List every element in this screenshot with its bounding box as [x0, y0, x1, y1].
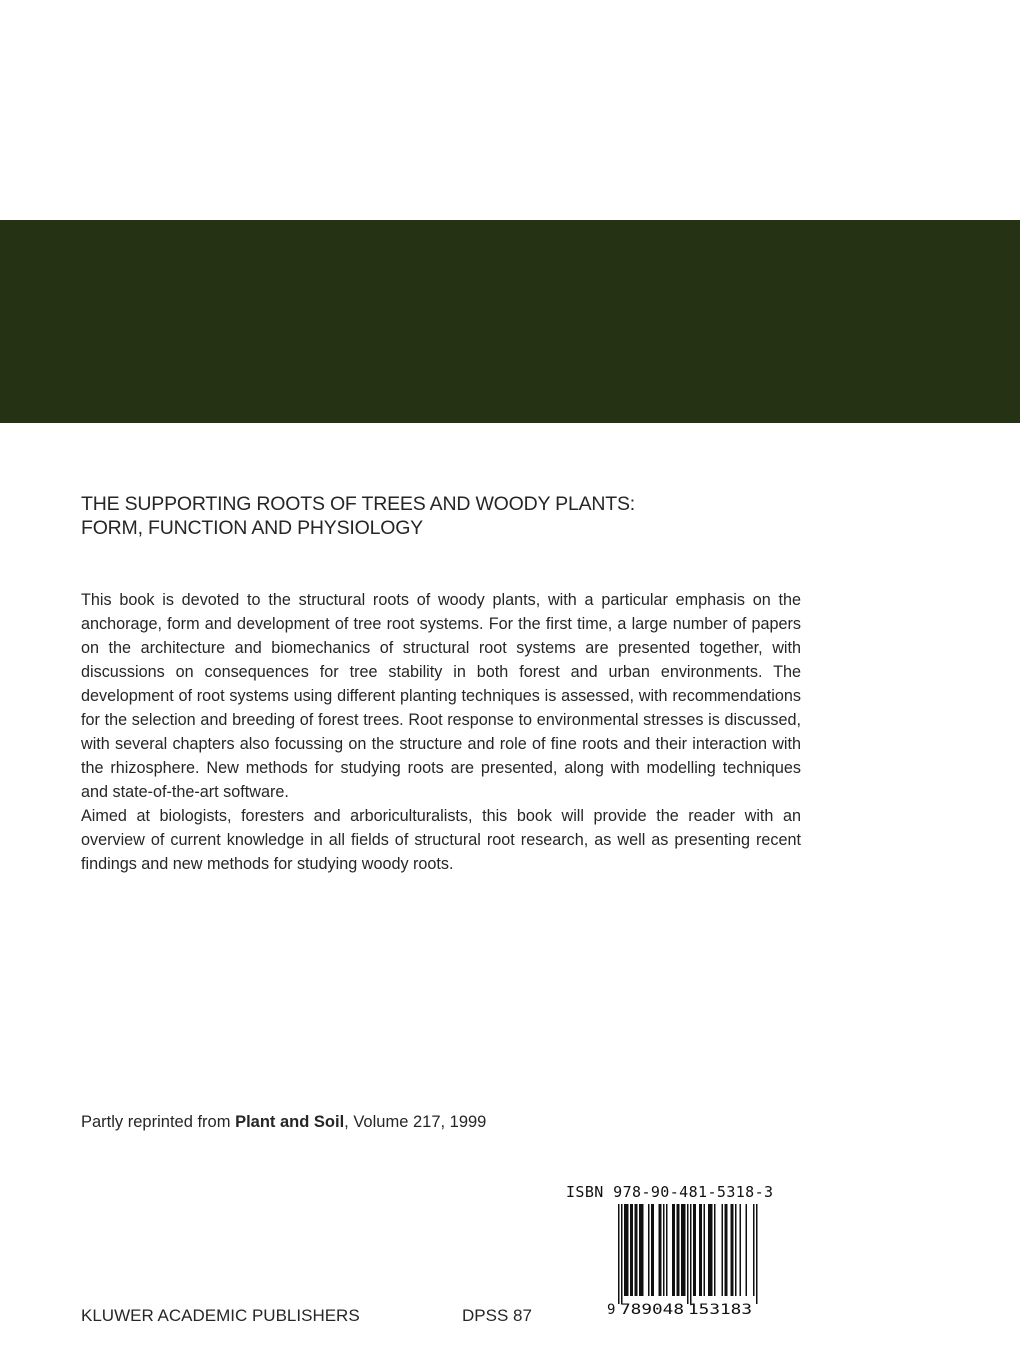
barcode-bar	[731, 1204, 734, 1296]
barcode-bar	[624, 1204, 629, 1296]
series-code: DPSS 87	[462, 1306, 532, 1325]
isbn-label: ISBN 978-90-481-5318-3	[566, 1183, 774, 1201]
barcode-bar	[725, 1204, 728, 1296]
barcode-bar	[659, 1204, 662, 1296]
barcode-bar	[753, 1204, 755, 1296]
isbn-barcode	[602, 1202, 758, 1318]
barcode-bar	[756, 1204, 758, 1304]
book-title-line-2: FORM, FUNCTION AND PHYSIOLOGY	[81, 517, 423, 539]
barcode-bar	[681, 1204, 686, 1296]
barcode-bar	[708, 1204, 713, 1296]
barcode-bar	[651, 1204, 654, 1296]
barcode-bar	[690, 1204, 692, 1304]
book-title-line-1: THE SUPPORTING ROOTS OF TREES AND WOODY PLANTS:	[81, 493, 636, 515]
barcode-bar	[687, 1204, 689, 1304]
barcode-bar	[666, 1204, 668, 1296]
book-description	[81, 588, 801, 876]
description-paragraph-1: This book is devoted to the structural roots of woody plants, with a particular emphasis on the anchorage, form and development of tree root systems. For the first time, a large number of papers on the architecture and biomechanics of structural root systems are presented together, with discussions on consequences for tree stability in both forest and urban environments. The development of root systems using different planting techniques is assessed, with recommendations for the selection and breeding of forest trees. Root response to environmental stresses is discussed, with several chapters also focussing on the structure and role of fine roots and their interaction with the rhizosphere. New methods for studying roots are presented, along with modelling techniques and state-of-the-art software.	[81, 591, 801, 801]
reprint-suffix: , Volume 217, 1999	[344, 1113, 487, 1131]
barcode-lead-digit: 9	[607, 1302, 616, 1318]
publisher-name: KLUWER ACADEMIC PUBLISHERS	[81, 1306, 360, 1325]
barcode-bar	[648, 1204, 650, 1296]
cover-color-band	[0, 220, 1020, 423]
reprint-note	[81, 1111, 486, 1133]
barcode-bar	[714, 1204, 716, 1296]
barcode-bar	[740, 1204, 742, 1296]
barcode-left-digits: 789048	[620, 1302, 684, 1318]
barcode-bar	[735, 1204, 737, 1296]
barcode-bar	[672, 1204, 675, 1296]
barcode-bar	[635, 1204, 638, 1296]
barcode-bar	[746, 1204, 748, 1296]
reprint-prefix: Partly reprinted from	[81, 1113, 236, 1131]
barcode-bar	[704, 1204, 706, 1296]
barcode-bar	[677, 1204, 680, 1296]
barcode-bar	[639, 1204, 644, 1296]
journal-name: Plant and Soil	[235, 1113, 345, 1131]
barcode-right-digits: 153183	[688, 1302, 752, 1318]
book-title	[81, 492, 801, 540]
barcode-bar	[630, 1204, 633, 1296]
barcode-bar	[699, 1204, 702, 1296]
barcode-bar	[621, 1204, 623, 1304]
barcode-bar	[663, 1204, 665, 1296]
barcode-bar	[693, 1204, 696, 1296]
description-paragraph-2: Aimed at biologists, foresters and arboriculturalists, this book will provide the reader with an overview of current knowledge in all fields of structural root research, as well as presenting recent findings and new methods for studying woody roots.	[81, 807, 801, 873]
barcode-bar	[722, 1204, 724, 1296]
barcode-bar	[618, 1204, 620, 1304]
